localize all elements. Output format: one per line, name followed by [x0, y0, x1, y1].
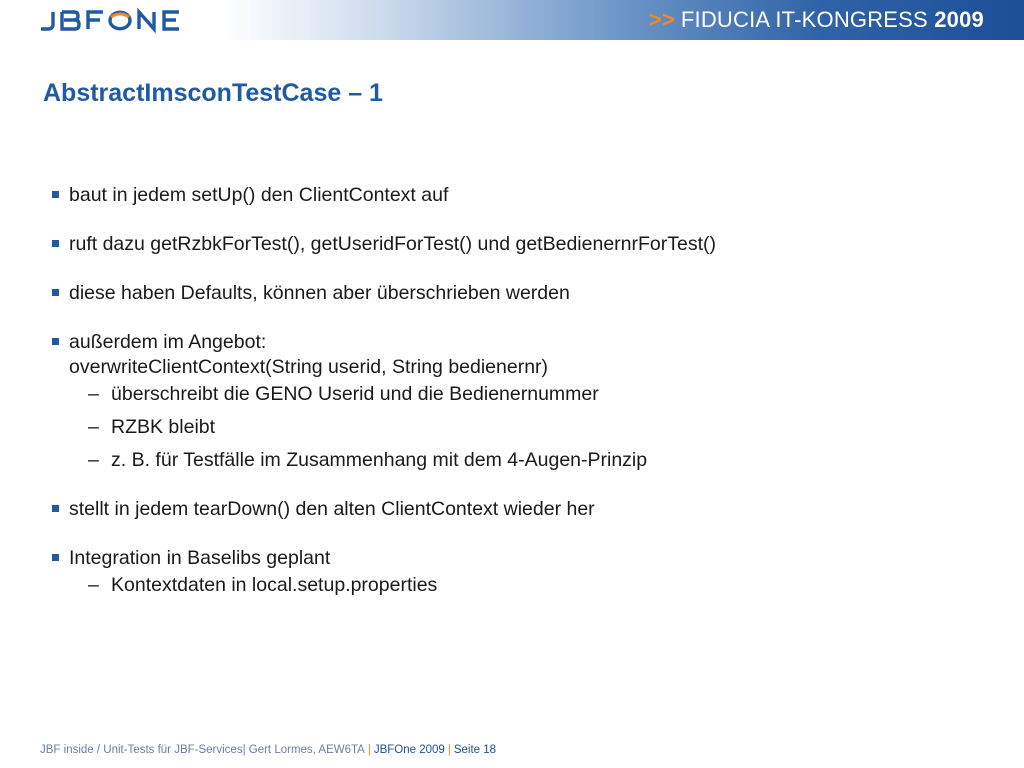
bullet-text: stellt in jedem tearDown() den alten ClientContext wieder her	[69, 498, 595, 520]
congress-year: 2009	[934, 7, 984, 32]
dash-bullet: –	[88, 416, 99, 438]
footer-page-number: Seite 18	[453, 744, 497, 756]
dash-bullet: –	[88, 383, 99, 405]
footer-separator: |	[447, 744, 451, 756]
sub-item-text: überschreibt die GENO Userid und die Bedienernummer	[111, 383, 599, 405]
congress-arrows: >>	[648, 7, 675, 32]
sub-item	[69, 415, 990, 440]
slide-footer	[40, 744, 496, 756]
bullet-item	[50, 183, 990, 208]
square-bullet-icon	[52, 338, 59, 345]
footer-left-text: JBF inside / Unit-Tests für JBF-Services| Gert Lormes, AEW6TA	[40, 744, 365, 756]
sub-item-text: z. B. für Testfälle im Zusammenhang mit dem 4-Augen-Prinzip	[111, 449, 648, 471]
bullet-text-continued: overwriteClientContext(String userid, String bedienernr)	[69, 356, 549, 378]
sub-item	[69, 448, 990, 473]
sub-item	[69, 573, 990, 598]
sub-item-text: RZBK bleibt	[111, 416, 216, 438]
bullet-text: diese haben Defaults, können aber überschrieben werden	[69, 282, 570, 304]
square-bullet-icon	[52, 191, 59, 198]
footer-middle-text: JBFOne 2009	[373, 744, 445, 756]
sub-list	[69, 382, 990, 473]
bullet-list	[50, 183, 990, 622]
jbfone-logo	[40, 6, 210, 34]
bullet-item	[50, 281, 990, 306]
sub-item-text: Kontextdaten in local.setup.properties	[111, 574, 438, 596]
square-bullet-icon	[52, 289, 59, 296]
square-bullet-icon	[52, 505, 59, 512]
bullet-text: außerdem im Angebot:	[69, 331, 267, 353]
bullet-text: ruft dazu getRzbkForTest(), getUseridForTest() und getBedienernrForTest()	[69, 233, 716, 255]
dash-bullet: –	[88, 449, 99, 471]
bullet-item	[50, 232, 990, 257]
sub-item	[69, 382, 990, 407]
bullet-item	[50, 497, 990, 522]
bullet-text: Integration in Baselibs geplant	[69, 547, 331, 569]
bullet-item	[50, 330, 990, 473]
slide-header	[0, 0, 1024, 40]
footer-separator: |	[367, 744, 371, 756]
dash-bullet: –	[88, 574, 99, 596]
square-bullet-icon	[52, 240, 59, 247]
sub-list	[69, 573, 990, 598]
slide-title: AbstractImsconTestCase – 1	[43, 79, 383, 107]
square-bullet-icon	[52, 554, 59, 561]
congress-text: FIDUCIA IT-KONGRESS	[680, 7, 928, 32]
congress-banner	[649, 6, 984, 34]
bullet-item	[50, 546, 990, 598]
bullet-text: baut in jedem setUp() den ClientContext auf	[69, 184, 449, 206]
